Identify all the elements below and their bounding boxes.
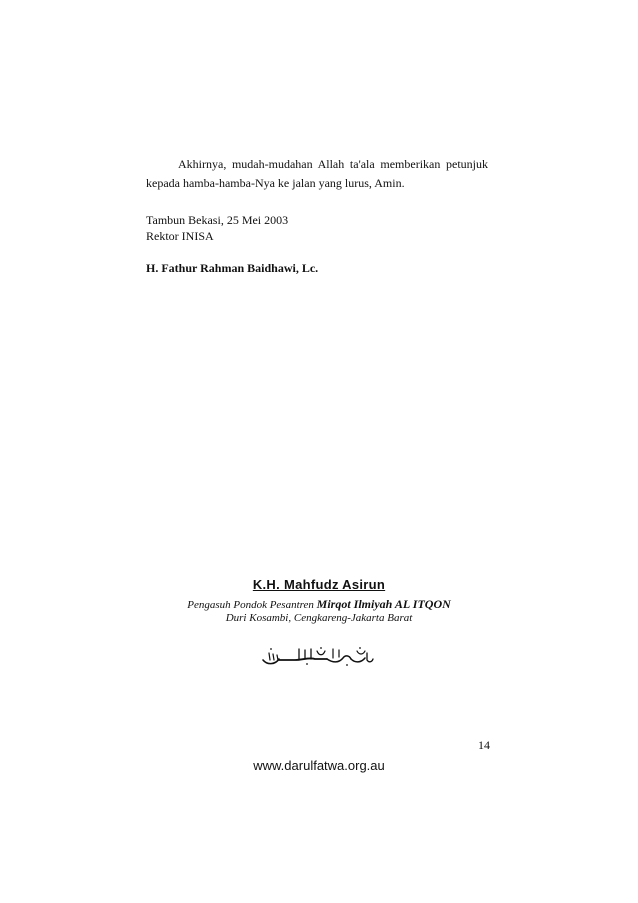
author-address: Duri Kosambi, Cengkareng-Jakarta Barat	[225, 612, 413, 624]
basmala-calligraphy-icon	[259, 645, 375, 669]
page-number: 14	[478, 738, 490, 752]
closing-paragraph-text: Akhirnya, mudah-mudahan Allah ta'ala memberikan petunjuk kepada hamba-hamba-Nya ke jalan yang lurus, Amin.	[146, 157, 488, 190]
signer-position: Rektor INISA	[146, 229, 214, 243]
author-name: K.H. Mahfudz Asirun	[252, 577, 386, 592]
author-role-prefix: Pengasuh Pondok Pesantren	[187, 599, 317, 611]
closing-paragraph	[146, 155, 488, 193]
author-institution: Mirqot Ilmiyah AL ITQON	[316, 597, 451, 611]
signatory-name: H. Fathur Rahman Baidhawi, Lc.	[146, 261, 319, 275]
author-role	[0, 597, 638, 612]
place-date: Tambun Bekasi, 25 Mei 2003	[146, 213, 289, 227]
website-link[interactable]: www.darulfatwa.org.au	[253, 758, 385, 773]
